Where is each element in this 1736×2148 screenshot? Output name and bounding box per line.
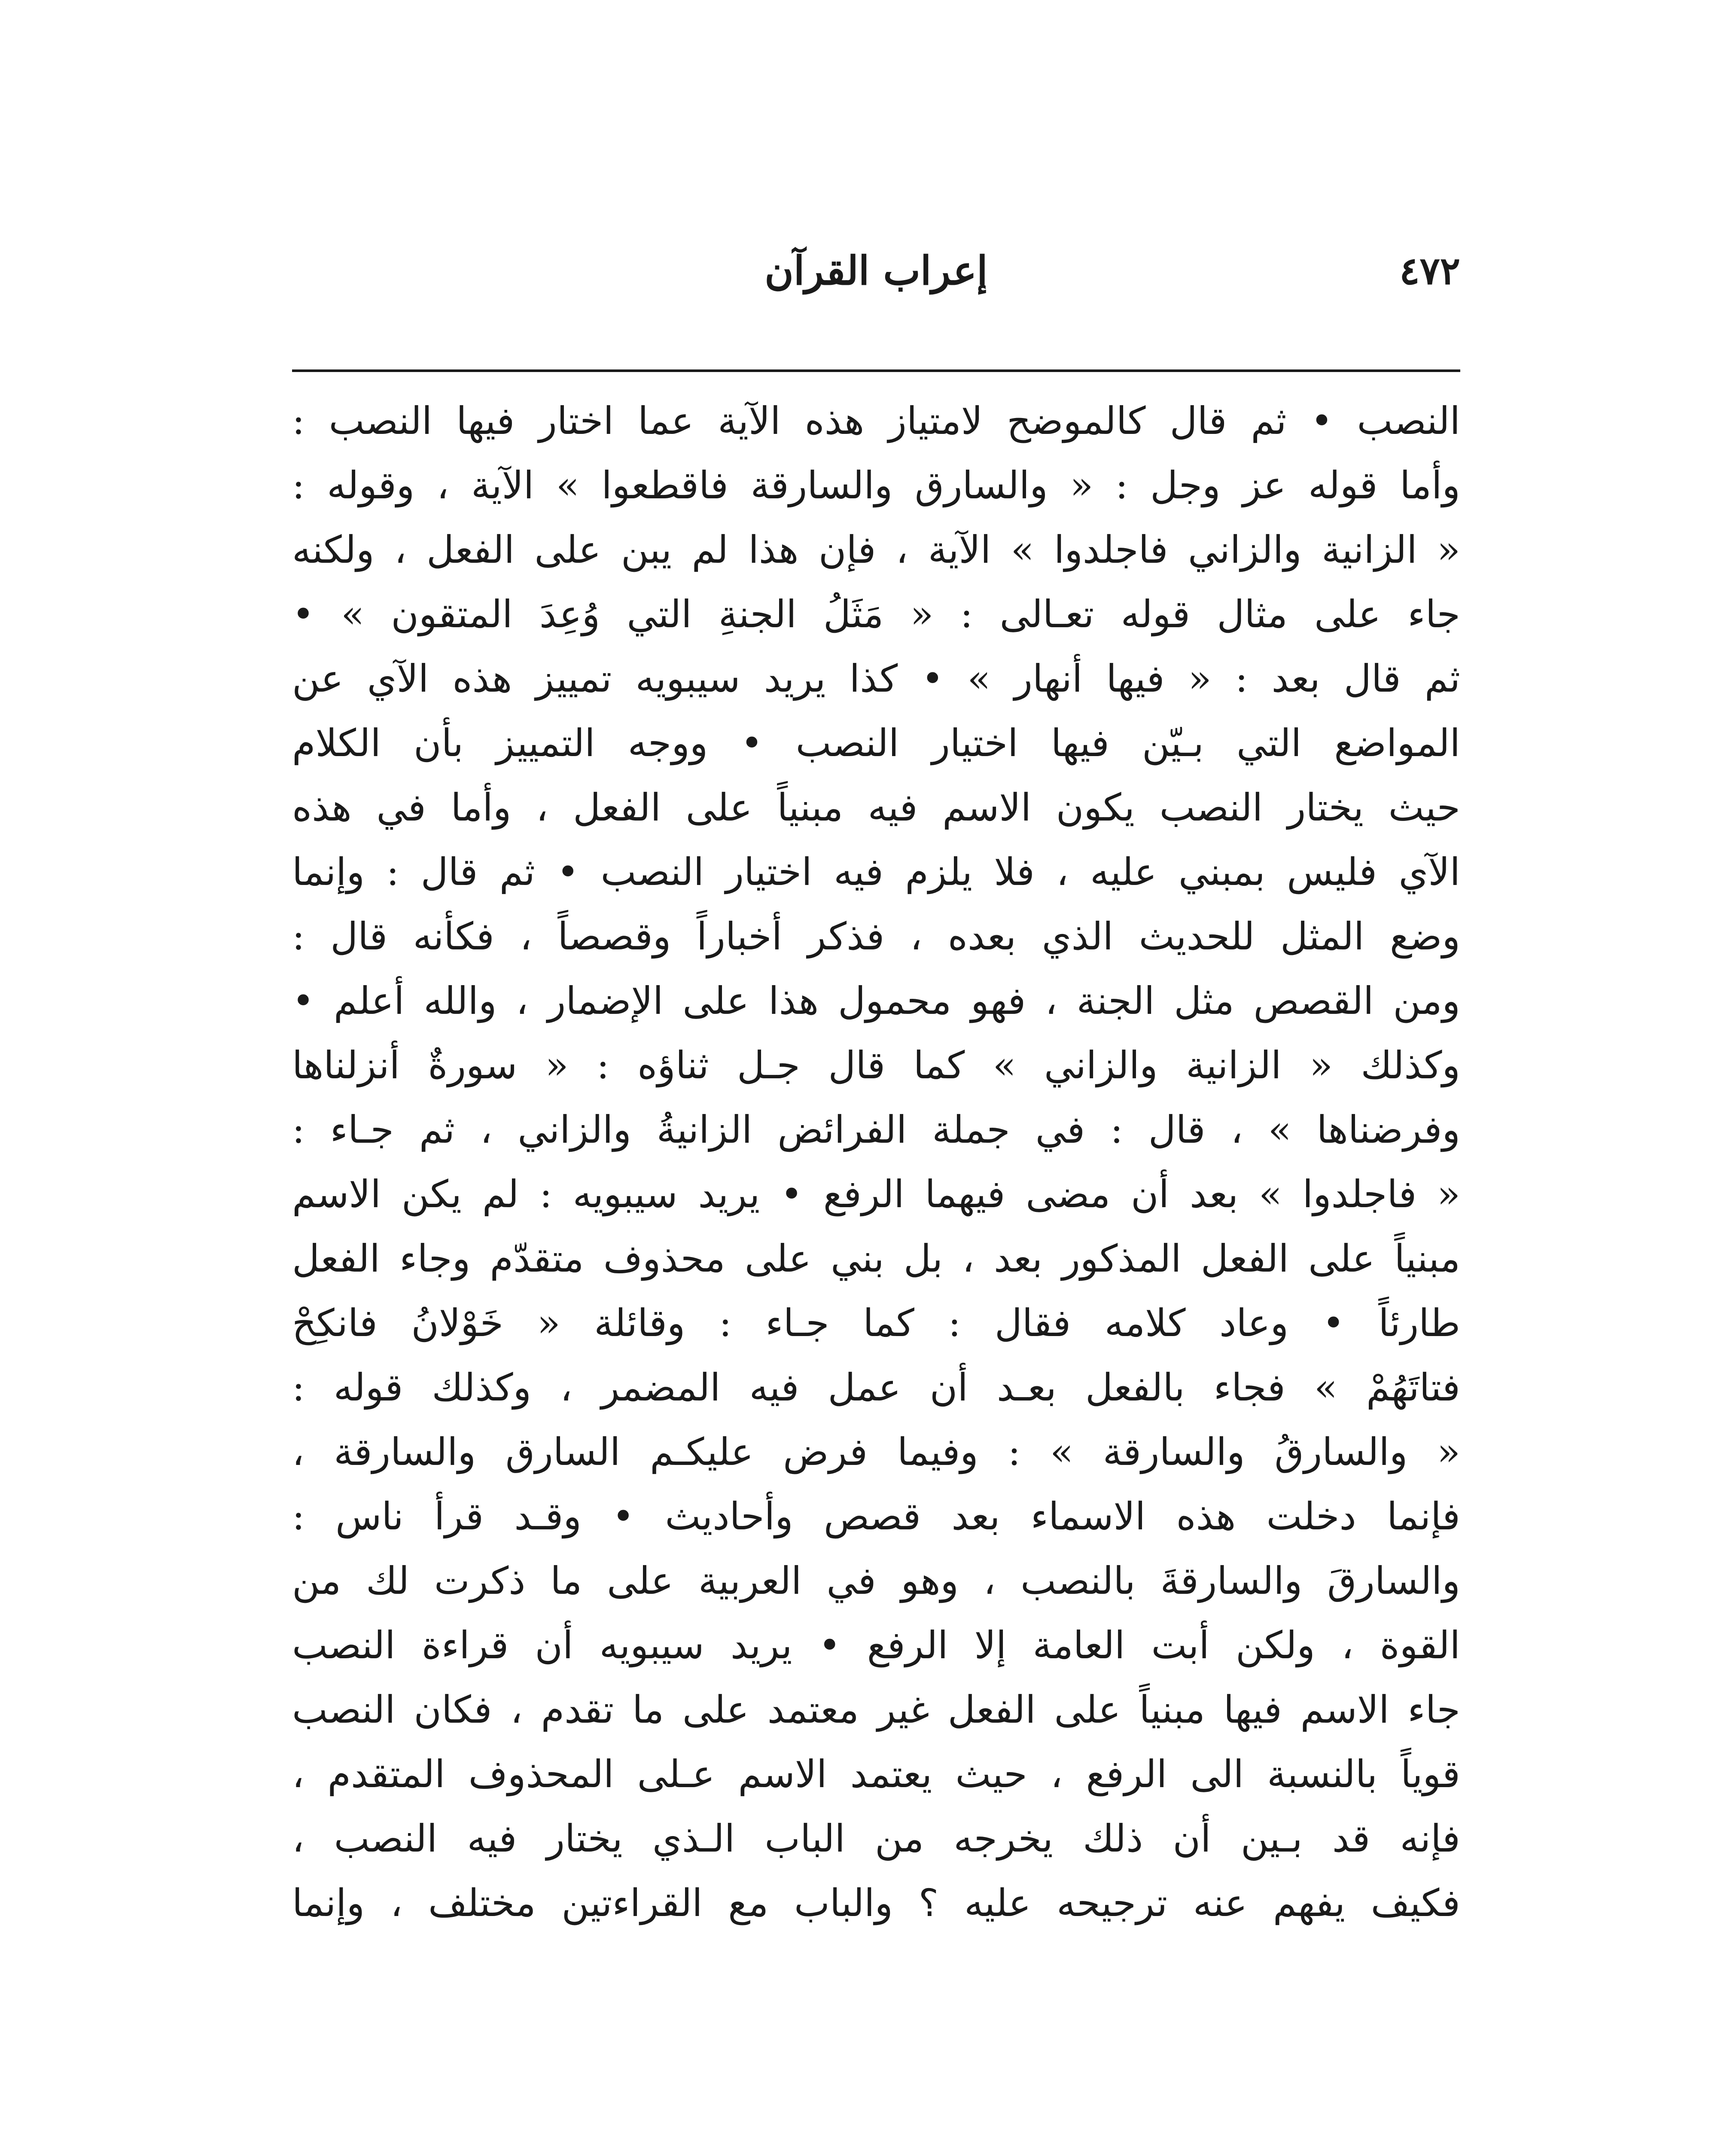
- text-line: حيث يختار النصب يكون الاسم فيه مبنياً على الفعل ، وأما في هذه: [292, 785, 1460, 830]
- text-line: جاء على مثال قوله تعـالى : « مَثَلُ الجنةِ التي وُعِدَ المتقون » •: [292, 592, 1460, 636]
- text-line: « الزانية والزاني فاجلدوا » الآية ، فإن هذا لم يبن على الفعل ، ولكنه: [292, 528, 1460, 572]
- text-line: الآي فليس بمبني عليه ، فلا يلزم فيه اختيار النصب • ثم قال : وإنما: [292, 850, 1460, 894]
- text-line: قوياً بالنسبة الى الرفع ، حيث يعتمد الاسم عـلى المحذوف المتقدم ،: [292, 1752, 1460, 1796]
- text-line: طارئاً • وعاد كلامه فقال : كما جـاء : وقائلة « خَوْلانُ فانكِحْ: [292, 1301, 1460, 1345]
- text-line: وفرضناها » ، قال : في جملة الفرائض الزانيةُ والزاني ، ثم جـاء :: [292, 1108, 1460, 1152]
- body-text: [292, 389, 1460, 1935]
- text-line: ثم قال بعد : « فيها أنهار » • كذا يريد سيبويه تمييز هذه الآي عن: [292, 656, 1460, 701]
- text-line: فكيف يفهم عنه ترجيحه عليه ؟ والباب مع القراءتين مختلف ، وإنما: [292, 1881, 1460, 1925]
- text-line: وضع المثل للحديث الذي بعده ، فذكر أخباراً وقصصاً ، فكأنه قال :: [292, 914, 1460, 958]
- text-line: مبنياً على الفعل المذكور بعد ، بل بني على محذوف متقدّم وجاء الفعل: [292, 1236, 1460, 1281]
- text-line: النصب • ثم قال كالموضح لامتياز هذه الآية عما اختار فيها النصب :: [292, 399, 1460, 443]
- text-line: وكذلك « الزانية والزاني » كما قال جـل ثناؤه : « سورةٌ أنزلناها: [292, 1043, 1460, 1087]
- text-line: القوة ، ولكن أبت العامة إلا الرفع • يريد سيبويه أن قراءة النصب: [292, 1623, 1460, 1667]
- text-line: المواضع التي بـيّن فيها اختيار النصب • ووجه التمييز بأن الكلام: [292, 721, 1460, 765]
- text-line: « فاجلدوا » بعد أن مضى فيهما الرفع • يريد سيبويه : لم يكن الاسم: [292, 1172, 1460, 1216]
- text-line: فتاتَهُمْ » فجاء بالفعل بعـد أن عمل فيه المضمر ، وكذلك قوله :: [292, 1365, 1460, 1410]
- text-line: فإنما دخلت هذه الاسماء بعد قصص وأحاديث • وقـد قرأ ناس :: [292, 1494, 1460, 1538]
- text-line: وأما قوله عز وجل : « والسارق والسارقة فاقطعوا » الآية ، وقوله :: [292, 463, 1460, 507]
- page-number: ٤٧٢: [1399, 248, 1460, 293]
- text-line: ومن القصص مثل الجنة ، فهو محمول هذا على الإضمار ، والله أعلم •: [292, 979, 1460, 1023]
- text-line: « والسارقُ والسارقة » : وفيما فرض عليكـم السارق والسارقة ،: [292, 1430, 1460, 1474]
- page-header: [292, 241, 1460, 305]
- running-title: إعراب القرآن: [764, 247, 988, 294]
- text-line: فإنه قد بـين أن ذلك يخرجه من الباب الـذي يختار فيه النصب ،: [292, 1816, 1460, 1861]
- header-rule: [292, 369, 1460, 372]
- text-line: جاء الاسم فيها مبنياً على الفعل غير معتمد على ما تقدم ، فكان النصب: [292, 1687, 1460, 1732]
- text-line: والسارقَ والسارقةَ بالنصب ، وهو في العربية على ما ذكرت لك من: [292, 1559, 1460, 1603]
